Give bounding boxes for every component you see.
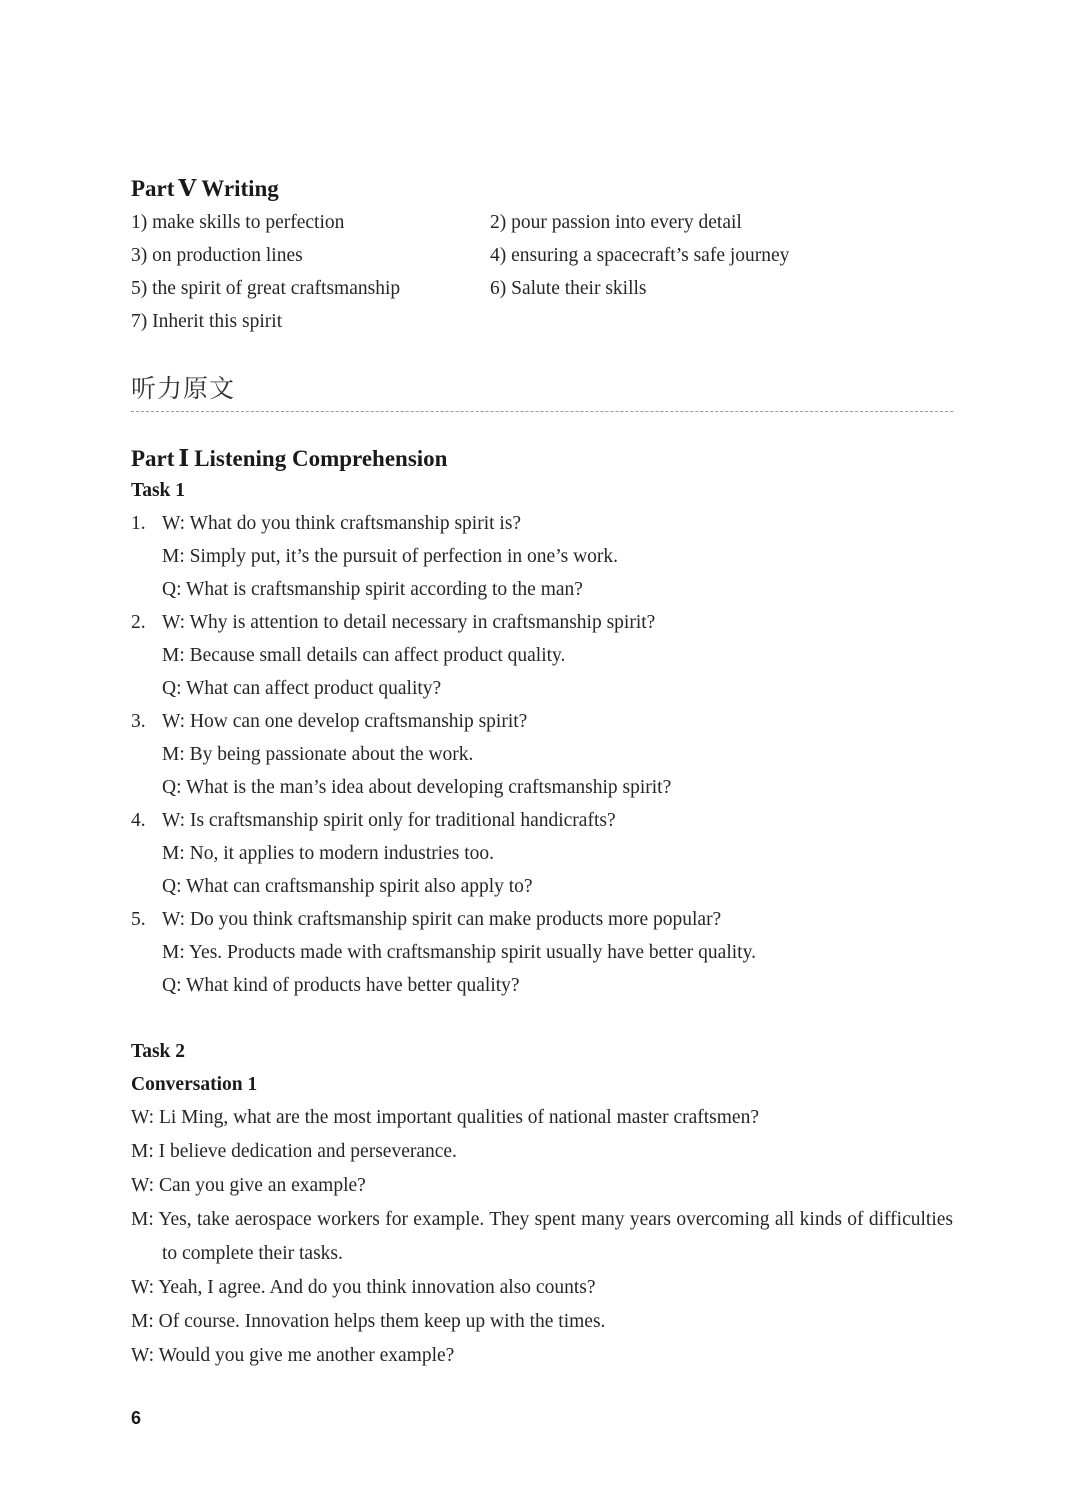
writing-answer: 4) ensuring a spacecraft’s safe journey [490,245,790,266]
writing-answer: 5) the spirit of great craftsmanship [131,278,401,299]
page-content [131,174,953,1373]
part-roman-numeral: Ⅴ [178,176,197,201]
m-line: M: Yes. Products made with craftsmanship spirit usually have better quality. [162,942,756,963]
conversation-line: M: Of course. Innovation helps them keep up with the times. [131,1311,606,1332]
item-number: 1. [131,513,146,534]
part-label: Part [131,446,175,471]
writing-answer: 2) pour passion into every detail [490,212,742,233]
conversation-line: M: Yes, take aerospace workers for example. They spent many years overcoming all kinds of difficulties to complete their tasks. [131,1209,953,1264]
conversation-line: W: Li Ming, what are the most important qualities of national master craftsmen? [131,1107,759,1128]
conversation-line: W: Would you give me another example? [131,1345,455,1366]
part-name: Writing [201,176,279,201]
dialogue-item [131,606,953,705]
conversation-line: M: I believe dedication and perseverance. [131,1141,457,1162]
w-line: W: Is craftsmanship spirit only for traditional handicrafts? [162,810,616,831]
m-line: M: By being passionate about the work. [162,744,474,765]
m-line: M: Simply put, it’s the pursuit of perfection in one’s work. [162,546,619,567]
w-line: W: How can one develop craftsmanship spirit? [162,711,528,732]
part1-title [131,444,953,474]
writing-answer: 7) Inherit this spirit [131,311,283,332]
q-line: Q: What can craftsmanship spirit also apply to? [162,876,533,897]
page-number: 6 [131,1408,142,1428]
writing-answer: 1) make skills to perfection [131,212,345,233]
q-line: Q: What kind of products have better quality? [162,975,520,996]
item-number: 3. [131,711,146,732]
conversation-line: W: Yeah, I agree. And do you think innovation also counts? [131,1277,596,1298]
item-number: 5. [131,909,146,930]
part-label: Part [131,176,175,201]
m-line: M: Because small details can affect product quality. [162,645,566,666]
conversation-label: Conversation 1 [131,1074,258,1095]
writing-answers [131,206,953,338]
part-name: Listening Comprehension [194,446,448,471]
item-number: 2. [131,612,146,633]
task1-label: Task 1 [131,480,186,501]
script-heading: 听力原文 [131,374,236,403]
w-line: W: What do you think craftsmanship spirit is? [162,513,522,534]
task2-label: Task 2 [131,1041,186,1062]
dialogue-item [131,804,953,903]
part-roman-numeral: Ⅰ [178,446,190,471]
q-line: Q: What can affect product quality? [162,678,442,699]
conversation-line: W: Can you give an example? [131,1175,366,1196]
w-line: W: Do you think craftsmanship spirit can make products more popular? [162,909,722,930]
q-line: Q: What is craftsmanship spirit according to the man? [162,579,583,600]
conversation-lines [131,1101,953,1373]
m-line: M: No, it applies to modern industries too. [162,843,495,864]
dialogue-item [131,705,953,804]
dialogue-item [131,507,953,606]
writing-answer: 3) on production lines [131,245,303,266]
dashed-divider [131,411,953,412]
dialogue-item [131,903,953,1002]
task1-items [131,507,953,1002]
item-number: 4. [131,810,146,831]
q-line: Q: What is the man’s idea about developing craftsmanship spirit? [162,777,672,798]
part5-title [131,174,953,204]
writing-answer: 6) Salute their skills [490,278,647,299]
w-line: W: Why is attention to detail necessary in craftsmanship spirit? [162,612,656,633]
